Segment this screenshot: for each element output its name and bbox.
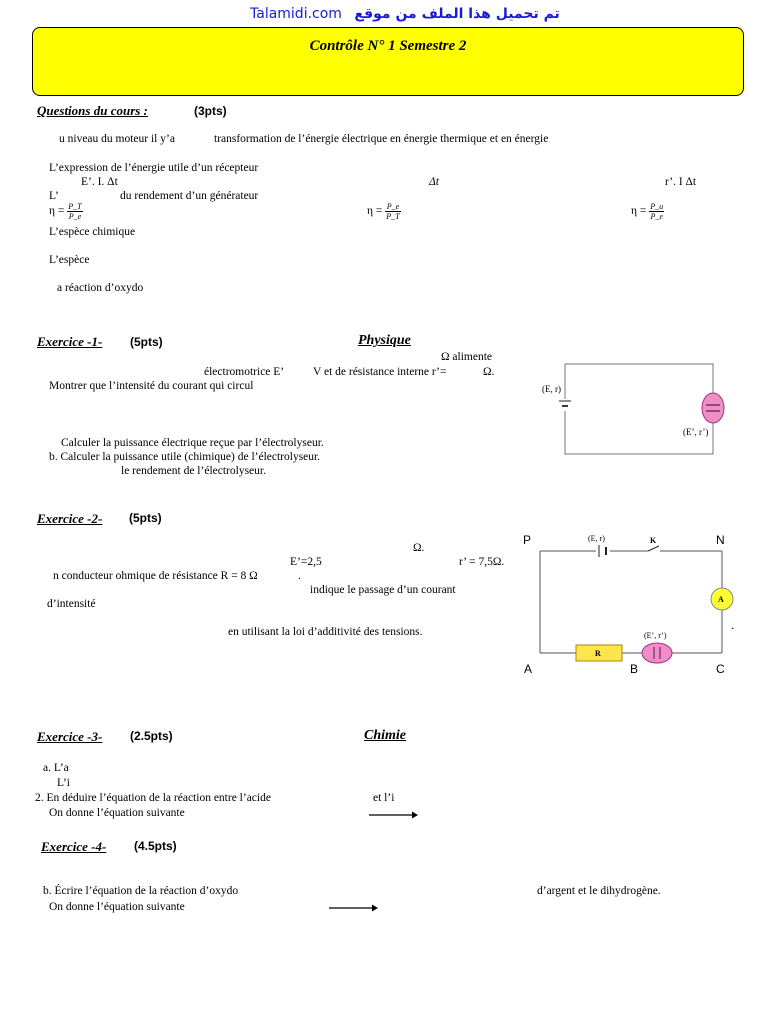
ex2-line-1c: r’ = 7,5Ω. [459, 556, 505, 568]
ex4-line-1a: b. Écrire l’équation de la réaction d’oxydo [43, 885, 239, 897]
q-line-4a: L’ [49, 190, 59, 202]
ex2-line-1a: Ω. [413, 542, 425, 554]
node-dot: . [731, 618, 735, 632]
ex1-gen-label: (E, r) [542, 384, 561, 394]
ex2-line-4: d’intensité [47, 598, 96, 610]
q-line-4b: du rendement d’un générateur [120, 190, 259, 202]
questions-points: (3pts) [194, 104, 227, 118]
q-line-6: L’espèce chimique [49, 226, 136, 238]
node-n-label: N [716, 533, 725, 547]
q-line-3b: Δt [429, 176, 439, 188]
eta-formula-2: η = $\frac{P\_e}{P\_T}$ [367, 202, 400, 221]
ex1-rec-label: (E’, r’) [683, 427, 709, 437]
q-line-1b: transformation de l’énergie électrique en énergie thermique et en énergie [214, 133, 549, 145]
ex1-line-6: le rendement de l’électrolyseur. [121, 465, 266, 477]
q-line-3a: E’. I. Δt [81, 176, 118, 188]
site-header [250, 6, 560, 22]
ex2-electrolyser-symbol [642, 643, 672, 663]
ex4-line-1b: d’argent et le dihydrogène. [537, 885, 661, 897]
ex3-line-3b: et l’i [373, 792, 395, 804]
ex3-heading: Exercice -3- [37, 729, 103, 744]
ex1-line-2c: Ω. [483, 366, 495, 378]
page-title: Contrôle N° 1 Semestre 2 [309, 38, 467, 54]
ex4-heading: Exercice -4- [41, 839, 107, 854]
eta-formula-3: η = $\frac{P\_u}{P\_e}$ [631, 202, 664, 221]
resistor-label: R [595, 649, 601, 658]
ex2-line-1b: E’=2,5 [290, 556, 322, 568]
ex1-line-2a: électromotrice E’ [204, 366, 285, 378]
site-link[interactable]: Talamidi.com [250, 6, 342, 22]
ex2-line-2b: . [298, 570, 301, 582]
ex4-points: (4.5pts) [134, 839, 177, 853]
ex2-heading: Exercice -2- [37, 511, 103, 526]
ex2-rec-label: (E’, r’) [644, 631, 667, 640]
ex3-line-4: On donne l’équation suivante [49, 807, 185, 819]
ex1-heading: Exercice -1- [37, 334, 103, 349]
node-a-label: A [524, 662, 533, 676]
node-b-label: B [630, 662, 639, 676]
ex2-line-5: en utilisant la loi d’additivité des tensions. [228, 626, 423, 638]
ex2-circuit-diagram [530, 530, 740, 665]
ex3-line-2: L’i [57, 777, 70, 789]
q-line-1: u niveau du moteur il y’a [59, 133, 175, 145]
ex2-generator-symbol [599, 545, 606, 557]
q-line-3c: r’. I Δt [665, 176, 697, 188]
ex1-line-5: b. Calculer la puissance utile (chimique) de l’électrolyseur. [49, 451, 321, 463]
node-c-label: C [716, 662, 725, 676]
switch-k-symbol [648, 546, 659, 551]
generator-symbol [557, 399, 573, 411]
arabic-download-notice: تم تحميل هذا الملف من موقع [354, 6, 560, 22]
q-line-7: L’espèce [49, 254, 90, 266]
switch-k-label: K [650, 536, 657, 545]
ex1-points: (5pts) [130, 335, 163, 349]
ex4-line-2: On donne l’équation suivante [49, 901, 185, 913]
questions-heading: Questions du cours : [37, 103, 148, 118]
node-p-label: P [523, 533, 532, 547]
reaction-arrow-icon [368, 809, 420, 821]
title-box [32, 27, 744, 96]
reaction-arrow-icon [328, 902, 380, 914]
ex2-points: (5pts) [129, 511, 162, 525]
ex1-subject: Physique [358, 333, 411, 348]
ex1-line-3: Montrer que l’intensité du courant qui circul [49, 380, 254, 392]
q-line-2: L’expression de l’énergie utile d’un récepteur [49, 162, 259, 174]
ex1-line-4: Calculer la puissance électrique reçue par l’électrolyseur. [61, 437, 324, 449]
ex1-line-2b: V et de résistance interne r’= [313, 366, 447, 378]
eta-formula-1: η = $\frac{P\_T}{P\_e}$ [49, 202, 82, 221]
ex1-circuit-diagram [530, 360, 730, 460]
ex3-points: (2.5pts) [130, 729, 173, 743]
ex2-line-2: n conducteur ohmique de résistance R = 8 Ω [53, 570, 258, 582]
ex2-gen-label: (E, r) [588, 534, 605, 543]
q-line-8: a réaction d’oxydo [57, 282, 144, 294]
electrolyser-symbol [702, 393, 724, 423]
ex1-line-1: Ω alimente [441, 351, 493, 363]
ex3-line-3a: 2. En déduire l’équation de la réaction entre l’acide [35, 792, 271, 804]
ex3-line-1: a. L’a [43, 762, 69, 774]
ex2-line-3: indique le passage d’un courant [310, 584, 456, 596]
ammeter-label: A [718, 595, 724, 604]
ex3-subject: Chimie [364, 728, 407, 743]
